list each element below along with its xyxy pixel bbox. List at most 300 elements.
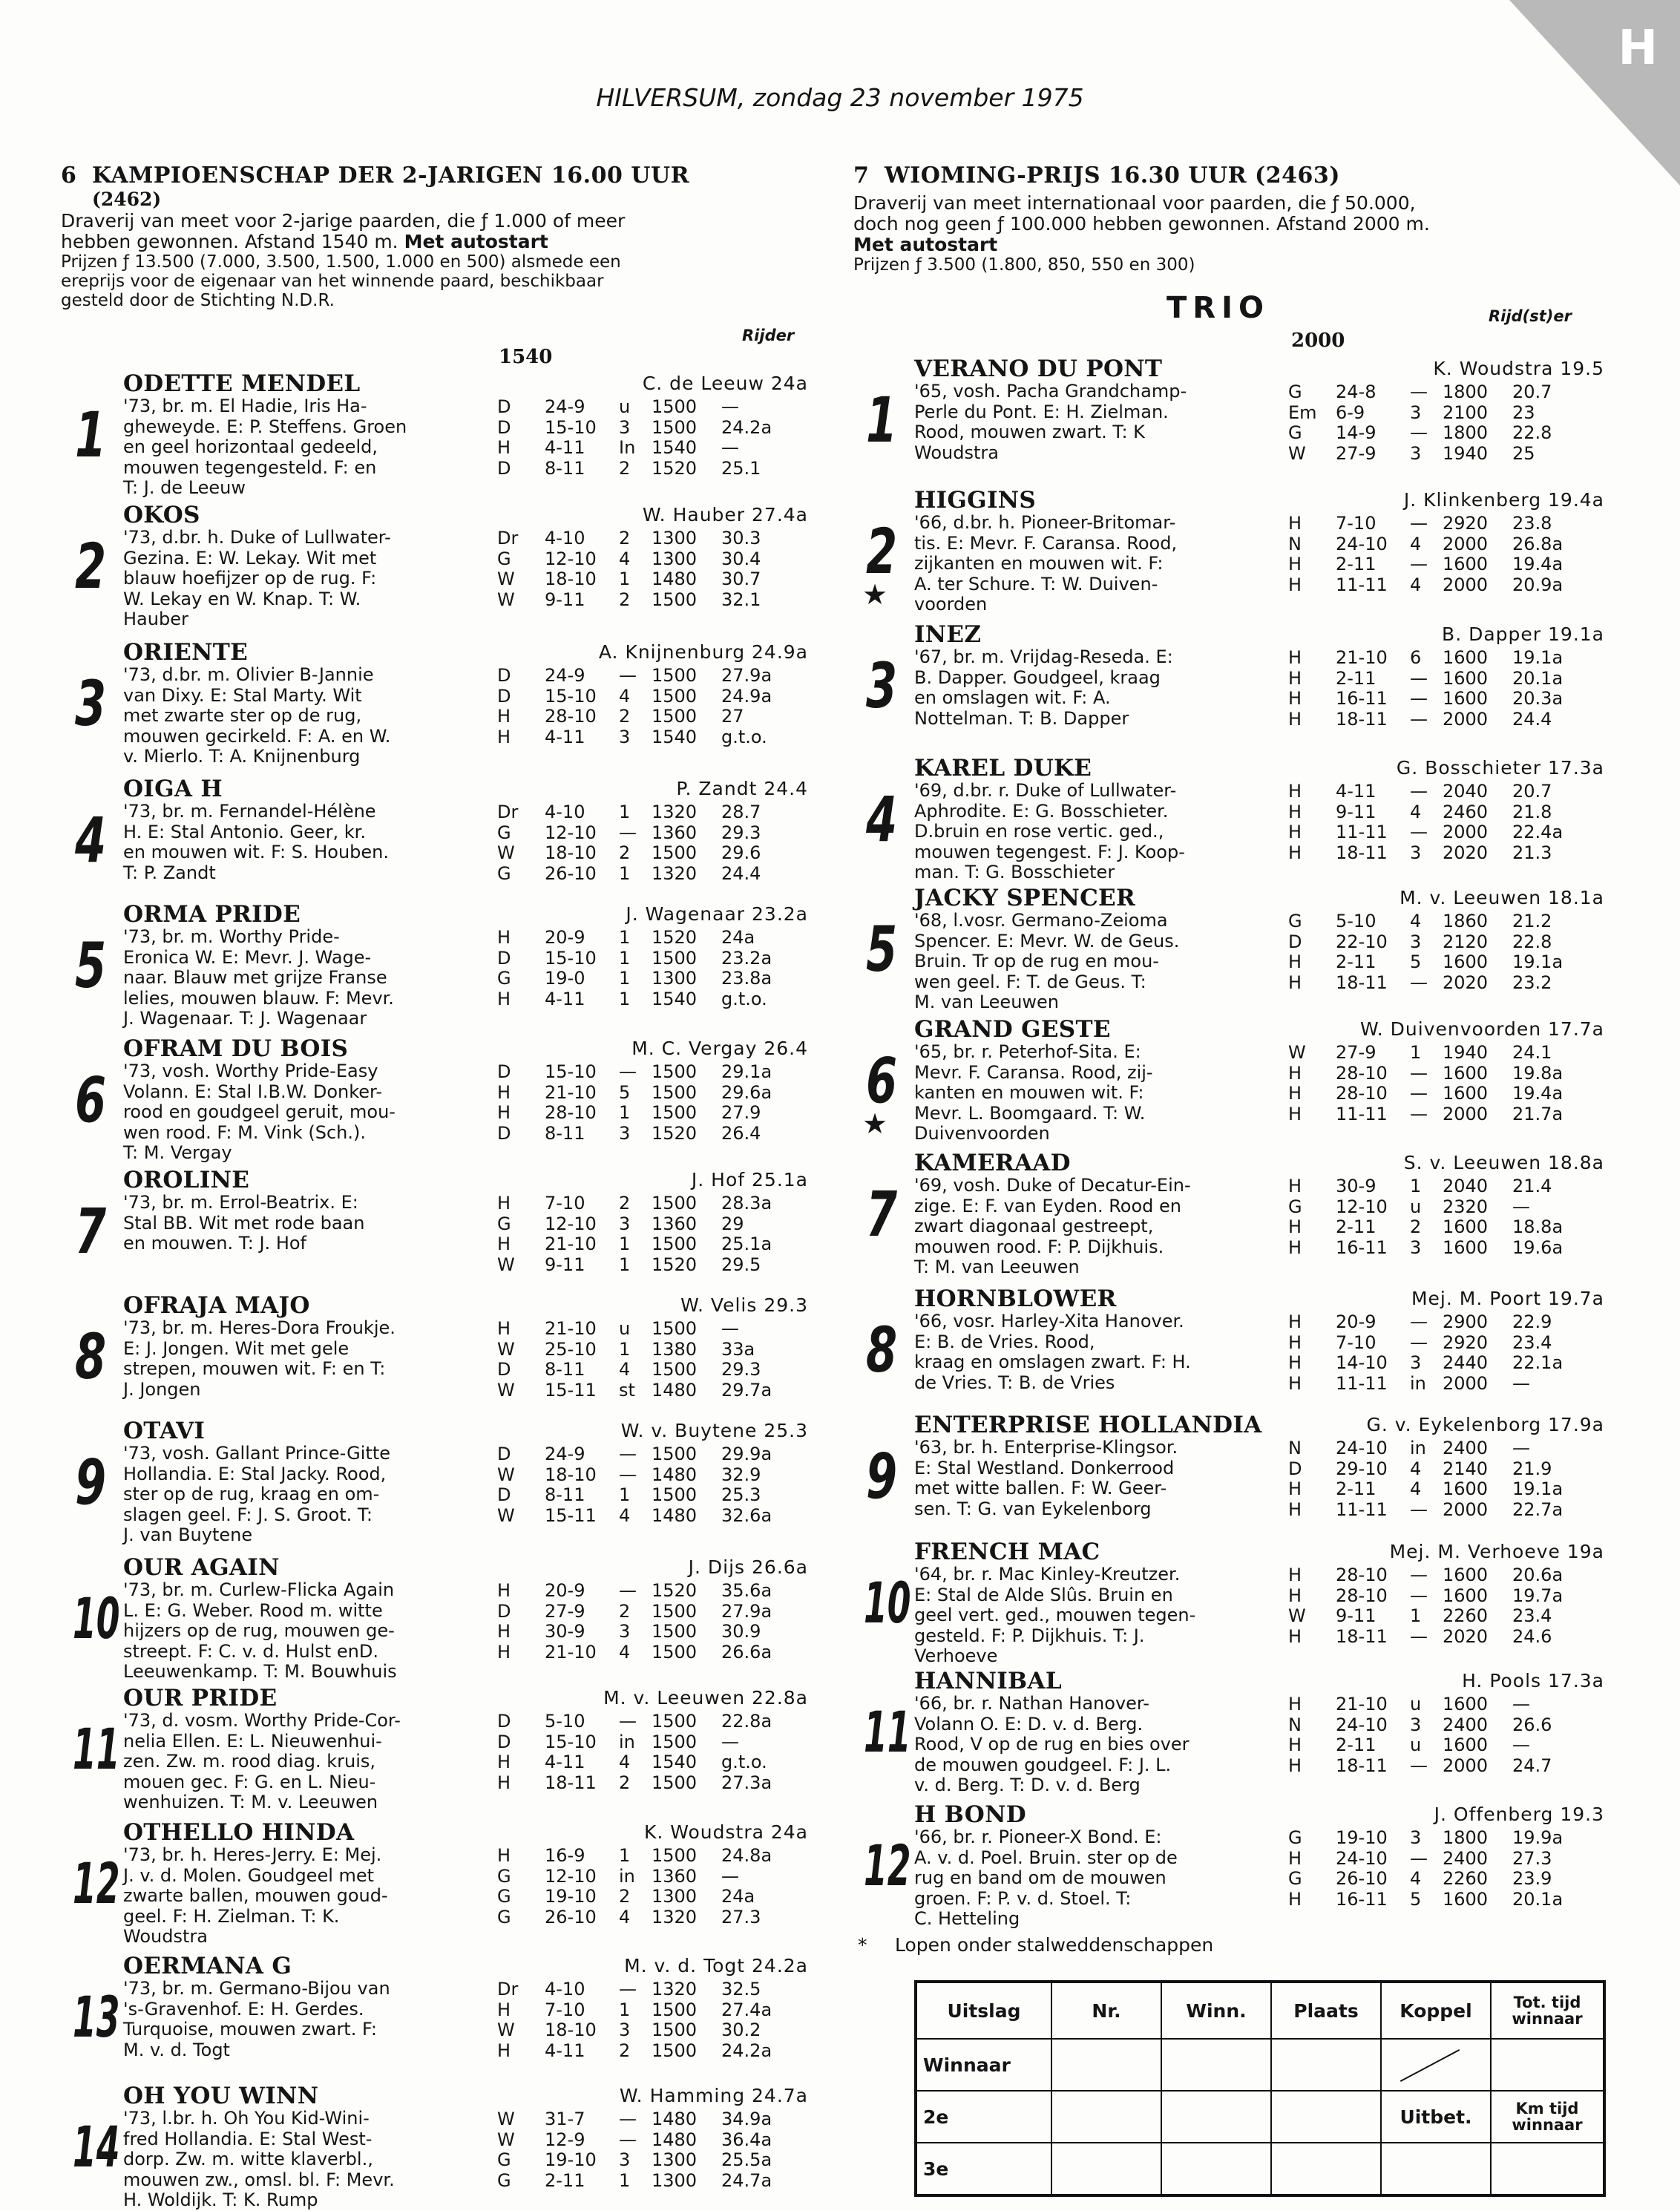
result-cell: 2-11 bbox=[1336, 554, 1377, 574]
result-cell: D bbox=[497, 1600, 511, 1622]
horse-entry bbox=[61, 502, 814, 629]
result-cell: 18-11 bbox=[1336, 1755, 1388, 1776]
result-cell: 1940 bbox=[1443, 442, 1489, 464]
result-cell: G bbox=[1288, 1868, 1302, 1889]
result-cell: 1540 bbox=[652, 988, 698, 1009]
result-row bbox=[1288, 843, 1584, 864]
grid-cell[interactable] bbox=[1491, 2143, 1604, 2195]
result-cell: 12-10 bbox=[545, 1865, 597, 1887]
race-6-title-line bbox=[61, 163, 816, 189]
result-cell: 21.7a bbox=[1512, 1103, 1563, 1124]
result-cell: 23.4 bbox=[1512, 1605, 1552, 1626]
grid-cell[interactable] bbox=[1381, 2143, 1491, 2195]
result-cell: — bbox=[721, 1731, 739, 1752]
race-7-rider-label: Rijd(st)er bbox=[1489, 307, 1572, 325]
result-cell: 1500 bbox=[652, 665, 698, 686]
start-number: 13 bbox=[73, 1984, 120, 2050]
result-cell: 3 bbox=[619, 726, 631, 747]
result-cell: 5 bbox=[1410, 951, 1422, 972]
result-cell: 1360 bbox=[652, 1865, 698, 1887]
result-cell: 1 bbox=[1410, 1605, 1422, 1626]
result-cell: — bbox=[619, 822, 637, 843]
result-cell: 12-10 bbox=[545, 548, 597, 569]
result-cell: 1300 bbox=[652, 2149, 698, 2170]
grid-cell[interactable] bbox=[1491, 2039, 1604, 2091]
result-cell: 11-11 bbox=[1336, 574, 1388, 595]
result-cell: 2000 bbox=[1443, 1372, 1489, 1394]
result-cell: 19-0 bbox=[545, 968, 585, 989]
start-number: 11 bbox=[73, 1716, 120, 1782]
result-cell: 24.9a bbox=[721, 685, 772, 707]
horse-entry bbox=[61, 1555, 814, 1681]
result-cell: 24-9 bbox=[545, 396, 585, 417]
result-cell: 1500 bbox=[652, 1772, 698, 1793]
result-cell: 36.4a bbox=[721, 2129, 772, 2150]
horse-name: OH YOU WINN bbox=[123, 2083, 319, 2109]
recent-results bbox=[497, 666, 793, 747]
result-cell: D bbox=[497, 1484, 511, 1505]
result-cell: 18-11 bbox=[545, 1772, 597, 1793]
result-cell: 20.3a bbox=[1512, 688, 1563, 709]
result-cell: 24-10 bbox=[1336, 1438, 1388, 1458]
result-row bbox=[1288, 575, 1584, 596]
result-cell: 3 bbox=[1410, 402, 1422, 423]
result-cell: H bbox=[1288, 1735, 1302, 1755]
result-cell: — bbox=[1512, 1196, 1530, 1217]
race-7-header bbox=[853, 163, 1610, 275]
result-cell: 18-11 bbox=[1336, 708, 1388, 730]
result-cell: 1 bbox=[619, 802, 631, 822]
start-number: 1 bbox=[865, 384, 898, 456]
result-cell: H bbox=[497, 1193, 511, 1213]
result-cell: G bbox=[1288, 1827, 1302, 1848]
result-cell: 24.1 bbox=[1512, 1042, 1552, 1063]
result-cell: 4 bbox=[619, 685, 631, 707]
start-number: 6 bbox=[74, 1064, 107, 1136]
result-cell: H bbox=[1288, 1625, 1302, 1647]
footnote bbox=[858, 1934, 1213, 1956]
result-cell: 9-11 bbox=[1336, 801, 1377, 822]
result-cell: 28-10 bbox=[545, 706, 597, 727]
result-cell: 21.3 bbox=[1512, 842, 1552, 863]
result-cell: 1320 bbox=[652, 802, 698, 822]
result-cell: 2-11 bbox=[1336, 951, 1377, 972]
result-row bbox=[1288, 1438, 1584, 1459]
result-cell: 1480 bbox=[652, 569, 698, 589]
race-6-prizes bbox=[61, 252, 816, 310]
recent-results bbox=[1288, 382, 1584, 464]
horse-name: KAMERAAD bbox=[914, 1150, 1071, 1176]
result-cell: — bbox=[1410, 1083, 1428, 1104]
horse-name: JACKY SPENCER bbox=[914, 885, 1136, 911]
result-cell: H bbox=[497, 1102, 511, 1123]
driver-record: J. Dijs 26.6a bbox=[688, 1556, 808, 1578]
result-row bbox=[497, 666, 793, 687]
result-cell: 23.8a bbox=[721, 968, 772, 989]
result-row bbox=[497, 1234, 793, 1255]
horse-name: ODETTE MENDEL bbox=[123, 370, 361, 397]
result-cell: 25.1 bbox=[721, 457, 761, 479]
result-cell: H bbox=[1288, 1565, 1302, 1585]
result-row bbox=[1288, 822, 1584, 843]
result-cell: u bbox=[1410, 1735, 1422, 1755]
result-cell: 1520 bbox=[652, 927, 698, 948]
grid-cell[interactable] bbox=[1161, 2091, 1271, 2143]
race-7-prize-line: Prijzen ƒ 3.500 (1.800, 850, 550 en 300) bbox=[853, 255, 1195, 275]
result-cell: 24.4 bbox=[1512, 708, 1552, 730]
result-cell: 20-9 bbox=[545, 927, 585, 948]
result-cell: 28-10 bbox=[1336, 1062, 1388, 1084]
result-cell: Dr bbox=[497, 528, 519, 548]
result-cell: H bbox=[1288, 972, 1302, 993]
grid-cell[interactable] bbox=[1161, 2039, 1271, 2091]
horse-description: '66, br. r. Pioneer-X Bond. E: A. v. d. Poel. Bruin. ster op de rug en band om de mouwen groen. F: P. v. d. Stoel. T: C. Hetteling bbox=[914, 1827, 1178, 1929]
result-row bbox=[1288, 1333, 1584, 1354]
result-cell: N bbox=[1288, 1714, 1302, 1735]
result-cell: 1500 bbox=[652, 842, 698, 863]
result-cell: H bbox=[1288, 801, 1302, 822]
recent-results bbox=[497, 1062, 793, 1144]
horse-description: '73, br. m. Germano-Bijou van 's-Gravenhof. E: H. Gerdes. Turquoise, mouwen zwart. F: M. v. d. Togt bbox=[123, 1978, 390, 2060]
result-cell: 3 bbox=[1410, 1352, 1422, 1373]
result-cell: 1500 bbox=[652, 1193, 698, 1213]
result-cell: — bbox=[619, 1711, 637, 1732]
result-row bbox=[1288, 1176, 1584, 1197]
race-6-rider-label: Rijder bbox=[742, 327, 795, 344]
result-cell: — bbox=[1410, 1625, 1428, 1647]
result-cell: H bbox=[1288, 1498, 1302, 1520]
result-cell: 4 bbox=[1410, 911, 1422, 931]
result-cell: 1500 bbox=[652, 1999, 698, 2020]
result-row bbox=[497, 1732, 793, 1753]
result-cell: 1 bbox=[619, 1484, 631, 1505]
result-row bbox=[497, 727, 793, 748]
result-cell: H bbox=[497, 1081, 511, 1103]
driver-record: W. Hamming 24.7a bbox=[619, 2085, 808, 2106]
horse-description: '66, br. r. Nathan Hanover- Volann O. E: D. v. d. Berg. Rood, V op de rug en bies over de mouwen goudgeel. F: J. L. v. d. Berg. T: D. v. d. Berg bbox=[914, 1693, 1190, 1795]
result-cell: — bbox=[1410, 1847, 1428, 1869]
result-cell: 2000 bbox=[1443, 574, 1489, 595]
horse-name: VERANO DU PONT bbox=[914, 356, 1163, 382]
result-cell: 28-10 bbox=[1336, 1585, 1388, 1606]
horse-name: OUR PRIDE bbox=[123, 1685, 278, 1712]
result-cell: in bbox=[619, 1731, 635, 1752]
result-row bbox=[497, 1979, 793, 2000]
result-cell: — bbox=[1410, 1062, 1428, 1084]
horse-name: OERMANA G bbox=[123, 1953, 292, 1979]
result-cell: 15-10 bbox=[545, 947, 597, 969]
result-cell: 2140 bbox=[1443, 1458, 1489, 1479]
driver-record: K. Woudstra 24a bbox=[643, 1821, 808, 1843]
result-cell: 9-11 bbox=[545, 1254, 585, 1275]
result-row bbox=[1288, 782, 1584, 802]
result-cell: Dr bbox=[497, 1979, 519, 1999]
result-cell: G bbox=[497, 1886, 511, 1907]
result-cell: 1500 bbox=[652, 947, 698, 969]
result-cell: 24.7 bbox=[1512, 1755, 1552, 1776]
grid-cell[interactable] bbox=[1271, 2091, 1381, 2143]
horse-entry bbox=[61, 1293, 814, 1419]
result-cell: 8-11 bbox=[545, 1359, 585, 1380]
result-cell: 2 bbox=[619, 842, 631, 863]
driver-record: B. Dapper 19.1a bbox=[1442, 623, 1604, 645]
result-row bbox=[497, 864, 793, 885]
recent-results bbox=[497, 397, 793, 479]
result-cell: G bbox=[497, 822, 511, 843]
horse-description: '73, br. h. Heres-Jerry. E: Mej. J. v. d. Molen. Goudgeel met zwarte ballen, mouwen goud- geel. F: H. Zielman. T: K. Woudstra bbox=[123, 1844, 388, 1947]
result-cell: 19.4a bbox=[1512, 554, 1563, 574]
driver-record: M. v. d. Togt 24.2a bbox=[624, 1955, 808, 1976]
result-cell: H bbox=[1288, 1847, 1302, 1869]
result-cell: G bbox=[497, 2169, 511, 2191]
result-cell: 1860 bbox=[1443, 911, 1489, 931]
result-row bbox=[497, 590, 793, 611]
driver-record: H. Pools 17.3a bbox=[1462, 1670, 1604, 1691]
race-7-title-line bbox=[853, 163, 1610, 189]
result-cell: 4-11 bbox=[545, 1752, 585, 1772]
result-cell: 22.8 bbox=[1512, 422, 1552, 443]
driver-record: Mej. M. Poort 19.7a bbox=[1411, 1288, 1604, 1309]
driver-record: C. de Leeuw 24a bbox=[642, 373, 808, 394]
recent-results bbox=[1288, 1565, 1584, 1647]
result-cell: — bbox=[619, 1464, 637, 1485]
result-cell: 4 bbox=[619, 1359, 631, 1380]
horse-entry bbox=[852, 356, 1610, 482]
result-cell: — bbox=[1410, 1311, 1428, 1332]
result-cell: 15-11 bbox=[545, 1504, 597, 1526]
result-row bbox=[1288, 1756, 1584, 1777]
result-cell: — bbox=[1512, 1735, 1530, 1755]
horse-entry bbox=[852, 1017, 1610, 1143]
result-row bbox=[1288, 1064, 1584, 1084]
grid-header-winn: Winn. bbox=[1161, 1982, 1271, 2039]
result-cell: 4 bbox=[1410, 574, 1422, 595]
driver-record: K. Woudstra 19.5 bbox=[1433, 358, 1604, 379]
result-cell: D bbox=[497, 1711, 511, 1732]
result-cell: — bbox=[721, 437, 739, 458]
recent-results bbox=[497, 1712, 793, 1793]
horse-name: OKOS bbox=[123, 502, 200, 528]
result-cell: G bbox=[497, 2149, 511, 2170]
result-cell: 1500 bbox=[652, 1234, 698, 1254]
result-cell: 29.3 bbox=[721, 822, 761, 843]
result-cell: 2-11 bbox=[1336, 1478, 1377, 1499]
result-row bbox=[497, 1622, 793, 1642]
result-row bbox=[1288, 1084, 1584, 1104]
result-row bbox=[1288, 423, 1584, 444]
recent-results bbox=[1288, 1043, 1584, 1124]
horse-description: '73, br. m. Errol-Beatrix. E: Stal BB. Wit met rode baan en mouwen. T: J. Hof bbox=[123, 1192, 365, 1254]
result-cell: 2260 bbox=[1443, 1868, 1489, 1889]
result-cell: H bbox=[1288, 688, 1302, 709]
result-cell: W bbox=[497, 2109, 515, 2129]
result-row bbox=[1288, 1312, 1584, 1333]
horse-entry bbox=[852, 1539, 1610, 1665]
horse-name: OTAVI bbox=[123, 1418, 206, 1444]
result-cell: 1480 bbox=[652, 1504, 698, 1526]
result-cell: 12-10 bbox=[1336, 1196, 1388, 1217]
race-6-number: 6 bbox=[61, 163, 77, 189]
result-cell: 20-9 bbox=[545, 1580, 585, 1601]
result-row bbox=[497, 843, 793, 864]
result-cell: 11-11 bbox=[1336, 1103, 1388, 1124]
start-number: 1 bbox=[74, 399, 107, 471]
result-cell: — bbox=[1410, 972, 1428, 993]
grid-cell[interactable] bbox=[1271, 2143, 1381, 2195]
result-cell: 24a bbox=[721, 1886, 755, 1907]
result-row bbox=[1288, 1479, 1584, 1500]
result-cell: 27-9 bbox=[1336, 1042, 1377, 1063]
driver-record: Mej. M. Verhoeve 19a bbox=[1389, 1541, 1604, 1562]
result-cell: 22.4a bbox=[1512, 822, 1563, 842]
result-cell: 24-9 bbox=[545, 1444, 585, 1464]
result-cell: 1500 bbox=[652, 1641, 698, 1663]
result-cell: G bbox=[497, 862, 511, 884]
result-cell: 1500 bbox=[652, 1731, 698, 1752]
result-cell: 2 bbox=[619, 706, 631, 727]
result-row bbox=[497, 2000, 793, 2021]
result-cell: 19.8a bbox=[1512, 1062, 1563, 1084]
result-cell: 24.4 bbox=[721, 862, 761, 884]
result-cell: 24-9 bbox=[545, 665, 585, 686]
result-cell: H bbox=[497, 1234, 511, 1254]
result-cell: 21.4 bbox=[1512, 1176, 1552, 1196]
horse-description: '73, br. m. Curlew-Flicka Again L. E: G. Weber. Rood m. witte hijzers op de rug, mouwen ge- streept. F: C. v. d. Hulst enD. Leeuwenkamp. T: M. Bouwhuis bbox=[123, 1579, 397, 1682]
grid-cell[interactable] bbox=[1271, 2039, 1381, 2091]
result-cell: 2020 bbox=[1443, 1625, 1489, 1647]
result-cell: 11-11 bbox=[1336, 822, 1388, 842]
result-cell: H bbox=[1288, 1083, 1302, 1104]
result-cell: W bbox=[497, 1254, 515, 1275]
result-cell: 25.1a bbox=[721, 1234, 772, 1254]
result-row bbox=[1288, 1586, 1584, 1607]
result-cell: 12-10 bbox=[545, 822, 597, 843]
result-cell: G bbox=[1288, 911, 1302, 931]
horse-description: '73, br. m. Worthy Pride- Eronica W. E: Mevr. J. Wage- naar. Blauw met grijze Franse lelies, mouwen blauw. F: Mevr. J. Wagenaar. T: J. Wagenaar bbox=[123, 926, 394, 1029]
footnote-symbol: * bbox=[858, 1934, 867, 1956]
result-cell: 3 bbox=[619, 2149, 631, 2170]
race-6-prize-line: Prijzen ƒ 13.500 (7.000, 3.500, 1.500, 1.000 en 500) alsmede een bbox=[61, 252, 621, 272]
result-cell: 1500 bbox=[652, 1061, 698, 1082]
recent-results bbox=[497, 928, 793, 1009]
result-cell: — bbox=[1410, 1331, 1428, 1353]
result-cell: 1480 bbox=[652, 1464, 698, 1485]
result-cell: 5-10 bbox=[1336, 911, 1377, 931]
horse-name: ORIENTE bbox=[123, 639, 249, 666]
result-cell: 1480 bbox=[652, 1379, 698, 1401]
result-cell: 21-10 bbox=[1336, 647, 1388, 668]
result-cell: 2900 bbox=[1443, 1311, 1489, 1332]
result-row bbox=[1288, 911, 1584, 932]
result-cell: 1 bbox=[619, 947, 631, 969]
result-cell: 15-10 bbox=[545, 1061, 597, 1082]
grid-row-2e: 2e bbox=[916, 2091, 1051, 2143]
result-cell: 1500 bbox=[652, 1102, 698, 1123]
result-cell: — bbox=[1410, 688, 1428, 709]
result-cell: in bbox=[619, 1865, 635, 1887]
horse-description: '65, br. r. Peterhof-Sita. E: Mevr. F. Caransa. Rood, zij- kanten en mouwen wit. F: Mevr. L. Boomgaard. T: W. Duivenvoorden bbox=[914, 1041, 1153, 1144]
result-cell: 1 bbox=[1410, 1176, 1422, 1196]
result-cell: 1 bbox=[1410, 1042, 1422, 1063]
result-cell: 28-10 bbox=[1336, 1565, 1388, 1585]
result-row bbox=[497, 2171, 793, 2192]
result-cell: In bbox=[619, 437, 636, 458]
result-row bbox=[497, 1360, 793, 1380]
result-cell: H bbox=[497, 1318, 511, 1339]
result-cell: — bbox=[1410, 708, 1428, 730]
result-cell: 3 bbox=[619, 416, 631, 438]
result-cell: 28.7 bbox=[721, 802, 761, 822]
grid-cell[interactable] bbox=[1051, 2039, 1161, 2091]
result-row bbox=[1288, 1735, 1584, 1756]
result-cell: G bbox=[497, 548, 511, 569]
result-cell: u bbox=[619, 396, 631, 417]
result-cell: H bbox=[1288, 1103, 1302, 1124]
grid-cell[interactable] bbox=[1051, 2143, 1161, 2195]
result-cell: — bbox=[619, 2129, 637, 2150]
result-cell: 1540 bbox=[652, 437, 698, 458]
result-row bbox=[1288, 932, 1584, 953]
result-cell: 12-9 bbox=[545, 2129, 585, 2150]
result-cell: 1320 bbox=[652, 1979, 698, 1999]
horse-description: '73, d.br. h. Duke of Lullwater- Gezina. E: W. Lekay. Wit met blauw hoefijzer op de rug. F: W. Lekay en W. Knap. T: W. Hauber bbox=[123, 527, 391, 629]
grid-cell[interactable] bbox=[1161, 2143, 1271, 2195]
horse-name: OFRAM DU BOIS bbox=[123, 1035, 349, 1062]
driver-record: W. Hauber 27.4a bbox=[642, 504, 808, 525]
result-cell: H bbox=[1288, 667, 1302, 689]
driver-record: S. v. Leeuwen 18.8a bbox=[1403, 1152, 1604, 1173]
result-cell: 20.1a bbox=[1512, 667, 1563, 689]
result-cell: u bbox=[1410, 1694, 1422, 1714]
grid-uitbet-label: Uitbet. bbox=[1381, 2091, 1491, 2143]
result-row bbox=[497, 969, 793, 989]
result-cell: H bbox=[497, 437, 511, 458]
result-cell: 26-10 bbox=[545, 862, 597, 884]
result-row bbox=[497, 1773, 793, 1794]
horse-name: FRENCH MAC bbox=[914, 1539, 1100, 1565]
horse-entry bbox=[61, 1686, 814, 1812]
result-cell: 6 bbox=[1410, 647, 1422, 668]
result-cell: 3 bbox=[1410, 842, 1422, 863]
result-cell: 30.2 bbox=[721, 2020, 761, 2040]
horse-name: OUR AGAIN bbox=[123, 1554, 280, 1581]
grid-cell[interactable] bbox=[1051, 2091, 1161, 2143]
result-cell: G bbox=[1288, 422, 1302, 443]
start-number: 8 bbox=[74, 1320, 107, 1393]
grid-header-koppel: Koppel bbox=[1381, 1982, 1491, 2039]
horse-description: '68, l.vosr. Germano-Zeioma Spencer. E: Mevr. W. de Geus. Bruin. Tr op de rug en mou- wen geel. F: T. de Geus. T: M. van Leeuwen bbox=[914, 910, 1180, 1012]
result-cell: 1 bbox=[619, 2169, 631, 2191]
result-cell: 27.9a bbox=[721, 665, 772, 686]
grid-cell-slashed bbox=[1381, 2039, 1491, 2091]
result-cell: 1500 bbox=[652, 2040, 698, 2061]
result-cell: — bbox=[619, 2109, 637, 2129]
start-number: 10 bbox=[864, 1570, 911, 1636]
horse-entry bbox=[61, 902, 814, 1028]
result-cell: D bbox=[497, 1122, 511, 1144]
result-cell: H bbox=[497, 726, 511, 747]
result-cell: 19.1a bbox=[1512, 951, 1563, 972]
result-row bbox=[1288, 1849, 1584, 1870]
result-cell: 2 bbox=[619, 1772, 631, 1793]
result-cell: 2-11 bbox=[1336, 1216, 1377, 1237]
recent-results bbox=[1288, 911, 1584, 993]
result-cell: 3 bbox=[1410, 1236, 1422, 1258]
result-cell: H bbox=[1288, 951, 1302, 972]
result-cell: G bbox=[497, 1906, 511, 1927]
race-6-desc-line: Draverij van meet voor 2-jarige paarden, die ƒ 1.000 of meer bbox=[61, 210, 626, 232]
result-cell: g.t.o. bbox=[721, 988, 767, 1009]
